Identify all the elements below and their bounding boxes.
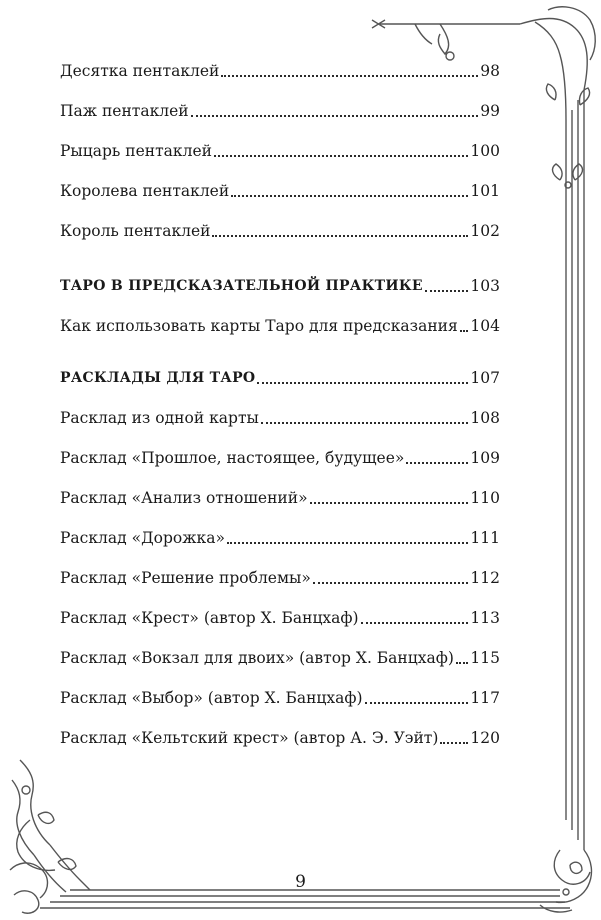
- toc-dot-leader: [210, 218, 470, 244]
- toc-dot-leader: [219, 58, 480, 84]
- toc-dot-leader: [359, 605, 471, 631]
- toc-entry-title: Расклад «Кельтский крест» (автор А. Э. Уэйт): [60, 729, 439, 747]
- toc-entry-title: Рыцарь пентаклей: [60, 142, 212, 160]
- toc-entry-title: Королева пентаклей: [60, 182, 230, 200]
- toc-dot-leader: [259, 405, 471, 431]
- toc-dot-leader: [189, 98, 481, 124]
- toc-dot-leader: [423, 273, 471, 299]
- page-number: 9: [295, 872, 306, 892]
- toc-entry-title: Расклад «Крест» (автор Х. Банцхаф): [60, 609, 359, 627]
- toc-entry-page: 110: [470, 489, 500, 507]
- toc-entry-title: Расклад «Дорожка»: [60, 529, 225, 547]
- toc-entry-title: Как использовать карты Таро для предсказания: [60, 317, 458, 335]
- toc-entry-title: Расклад «Решение проблемы»: [60, 569, 311, 587]
- toc-entry: [60, 485, 500, 511]
- toc-entry-page: 101: [470, 182, 500, 200]
- toc-entry-title: Расклад «Выбор» (автор Х. Банцхаф): [60, 689, 363, 707]
- toc-dot-leader: [404, 445, 470, 471]
- toc-entry-title: Расклад из одной карты: [60, 409, 259, 427]
- toc-section-title: РАСКЛАДЫ ДЛЯ ТАРО: [60, 370, 256, 386]
- toc-dot-leader: [308, 485, 471, 511]
- toc-entry-title: Расклад «Анализ отношений»: [60, 489, 308, 507]
- toc-entry-page: 98: [480, 62, 500, 80]
- toc-dot-leader: [438, 725, 470, 751]
- toc-section-title: ТАРО В ПРЕДСКАЗАТЕЛЬНОЙ ПРАКТИКЕ: [60, 278, 423, 294]
- toc-dot-leader: [454, 645, 471, 671]
- toc-entry: [60, 138, 500, 164]
- toc-entry-title: Паж пентаклей: [60, 102, 189, 120]
- toc-dot-leader: [458, 313, 471, 339]
- toc-entry-page: 104: [470, 317, 500, 335]
- toc-entry: [60, 605, 500, 631]
- toc-entry-page: 109: [470, 449, 500, 467]
- toc-entry-title: Расклад «Прошлое, настоящее, будущее»: [60, 449, 405, 467]
- toc-dot-leader: [229, 178, 470, 204]
- toc-entry: [60, 218, 500, 244]
- toc-entry: [60, 525, 500, 551]
- toc-entry: [60, 58, 500, 84]
- toc-entry: [60, 565, 500, 591]
- toc-dot-leader: [363, 685, 471, 711]
- toc-entry-page: 99: [480, 102, 500, 120]
- toc-entry-page: 111: [470, 529, 500, 547]
- toc-entry-page: 108: [470, 409, 500, 427]
- toc-entry: [60, 685, 500, 711]
- toc-entry-title: Расклад «Вокзал для двоих» (автор Х. Банцхаф): [60, 649, 454, 667]
- toc-dot-leader: [311, 565, 471, 591]
- toc-entry-page: 112: [470, 569, 500, 587]
- toc-dot-leader: [225, 525, 470, 551]
- toc-entry-page: 103: [470, 277, 500, 295]
- toc-entry: [60, 98, 500, 124]
- toc-dot-leader: [255, 365, 470, 391]
- toc-section-heading: [60, 273, 500, 299]
- toc-entry-page: 120: [470, 729, 500, 747]
- toc-entry-title: Король пентаклей: [60, 222, 211, 240]
- toc-section-heading: [60, 365, 500, 391]
- toc-entry: [60, 725, 500, 751]
- toc-entry: [60, 313, 500, 339]
- toc-entry: [60, 445, 500, 471]
- toc-entry-page: 102: [470, 222, 500, 240]
- toc-entry-page: 100: [470, 142, 500, 160]
- toc-entry-page: 117: [470, 689, 500, 707]
- toc-entry-page: 115: [470, 649, 500, 667]
- toc-dot-leader: [212, 138, 470, 164]
- toc-entry-title: Десятка пентаклей: [60, 62, 220, 80]
- toc-entry-page: 107: [470, 369, 500, 387]
- toc-entry: [60, 405, 500, 431]
- toc-entry: [60, 178, 500, 204]
- toc-entry: [60, 645, 500, 671]
- toc-entry-page: 113: [470, 609, 500, 627]
